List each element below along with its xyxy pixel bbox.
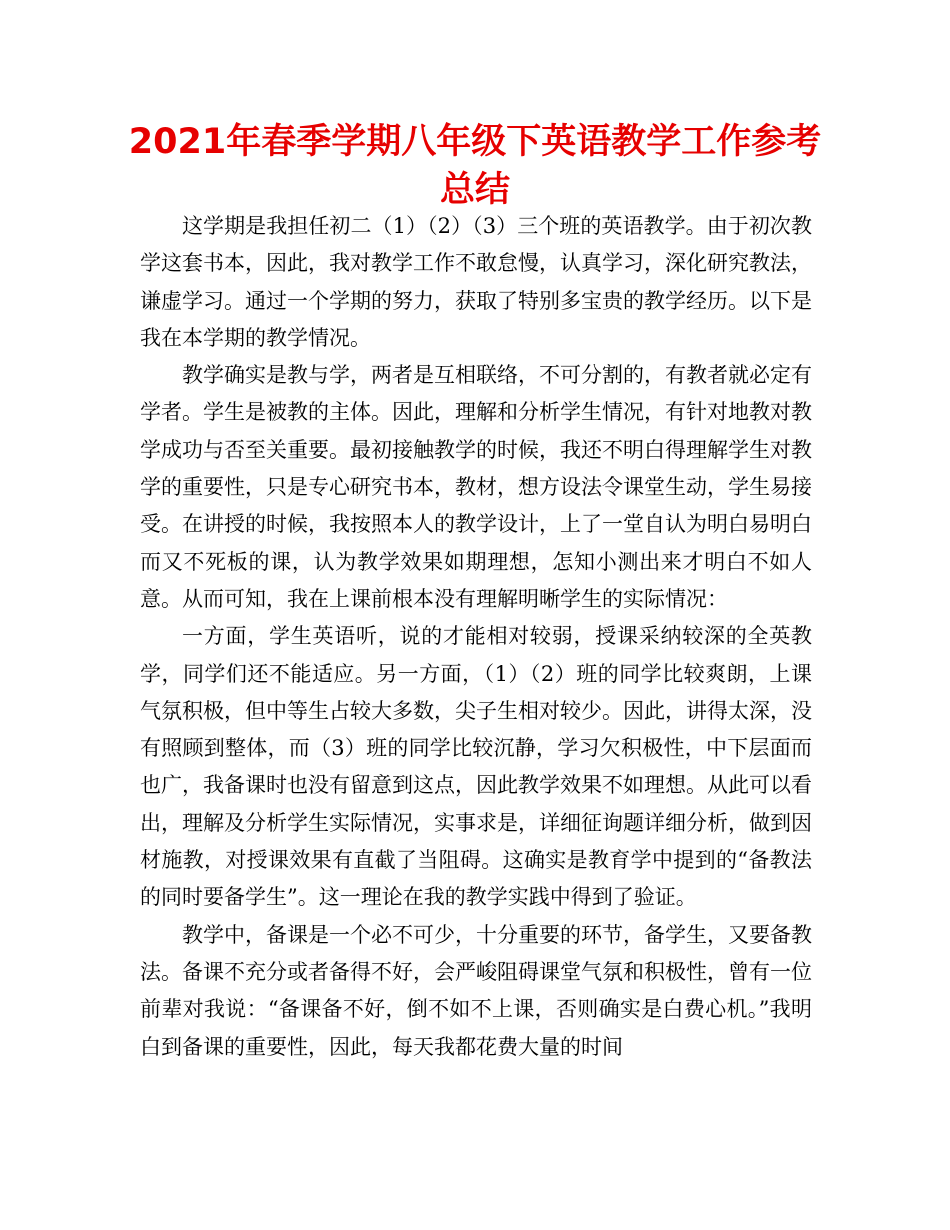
paragraph-4: 教学中，备课是一个必不可少，十分重要的环节，备学生，又要备教法。备课不充分或者备得不好，会严峻阻碍课堂气氛和积极性，曾有一位前辈对我说：“备课备不好，倒不如不上课，否则确实是白费心机。”我明白到备课的重要性，因此，每天我都花费大量的时间 <box>140 922 812 1059</box>
paragraph-1: 这学期是我担任初二（1）（2）（3）三个班的英语教学。由于初次教学这套书本，因此，我对教学工作不敢怠慢，认真学习，深化研究教法，谦虚学习。通过一个学期的努力，获取了特别多宝贵的教学经历。以下是我在本学期的教学情况。 <box>140 214 812 350</box>
document-title: 2021年春季学期八年级下英语教学工作参考总结 <box>128 122 822 210</box>
document-body <box>140 208 812 1066</box>
paragraph-3: 一方面，学生英语听，说的才能相对较弱，授课采纳较深的全英教学，同学们还不能适应。另一方面，（1）（2）班的同学比较爽朗，上课气氛积极，但中等生占较大多数，尖子生相对较少。因此，讲得太深，没有照顾到整体，而（3）班的同学比较沉静，学习欠积极性，中下层面而也广，我备课时也没有留意到这点，因此教学效果不如理想。从此可以看出，理解及分析学生实际情况，实事求是，详细征询题详细分析，做到因材施教，对授课效果有直截了当阻碍。这确实是教育学中提到的“备教法的同时要备学生”。这一理论在我的教学实践中得到了验证。 <box>140 624 812 910</box>
paragraph-2: 教学确实是教与学，两者是互相联络，不可分割的，有教者就必定有学者。学生是被教的主体。因此，理解和分析学生情况，有针对地教对教学成功与否至关重要。最初接触教学的时候，我还不明白得理解学生对教学的重要性，只是专心研究书本，教材，想方设法令课堂生动，学生易接受。在讲授的时候，我按照本人的教学设计，上了一堂自认为明白易明白而又不死板的课，认为教学效果如期理想，怎知小测出来才明白不如人意。从而可知，我在上课前根本没有理解明晰学生的实际情况： <box>140 363 812 611</box>
